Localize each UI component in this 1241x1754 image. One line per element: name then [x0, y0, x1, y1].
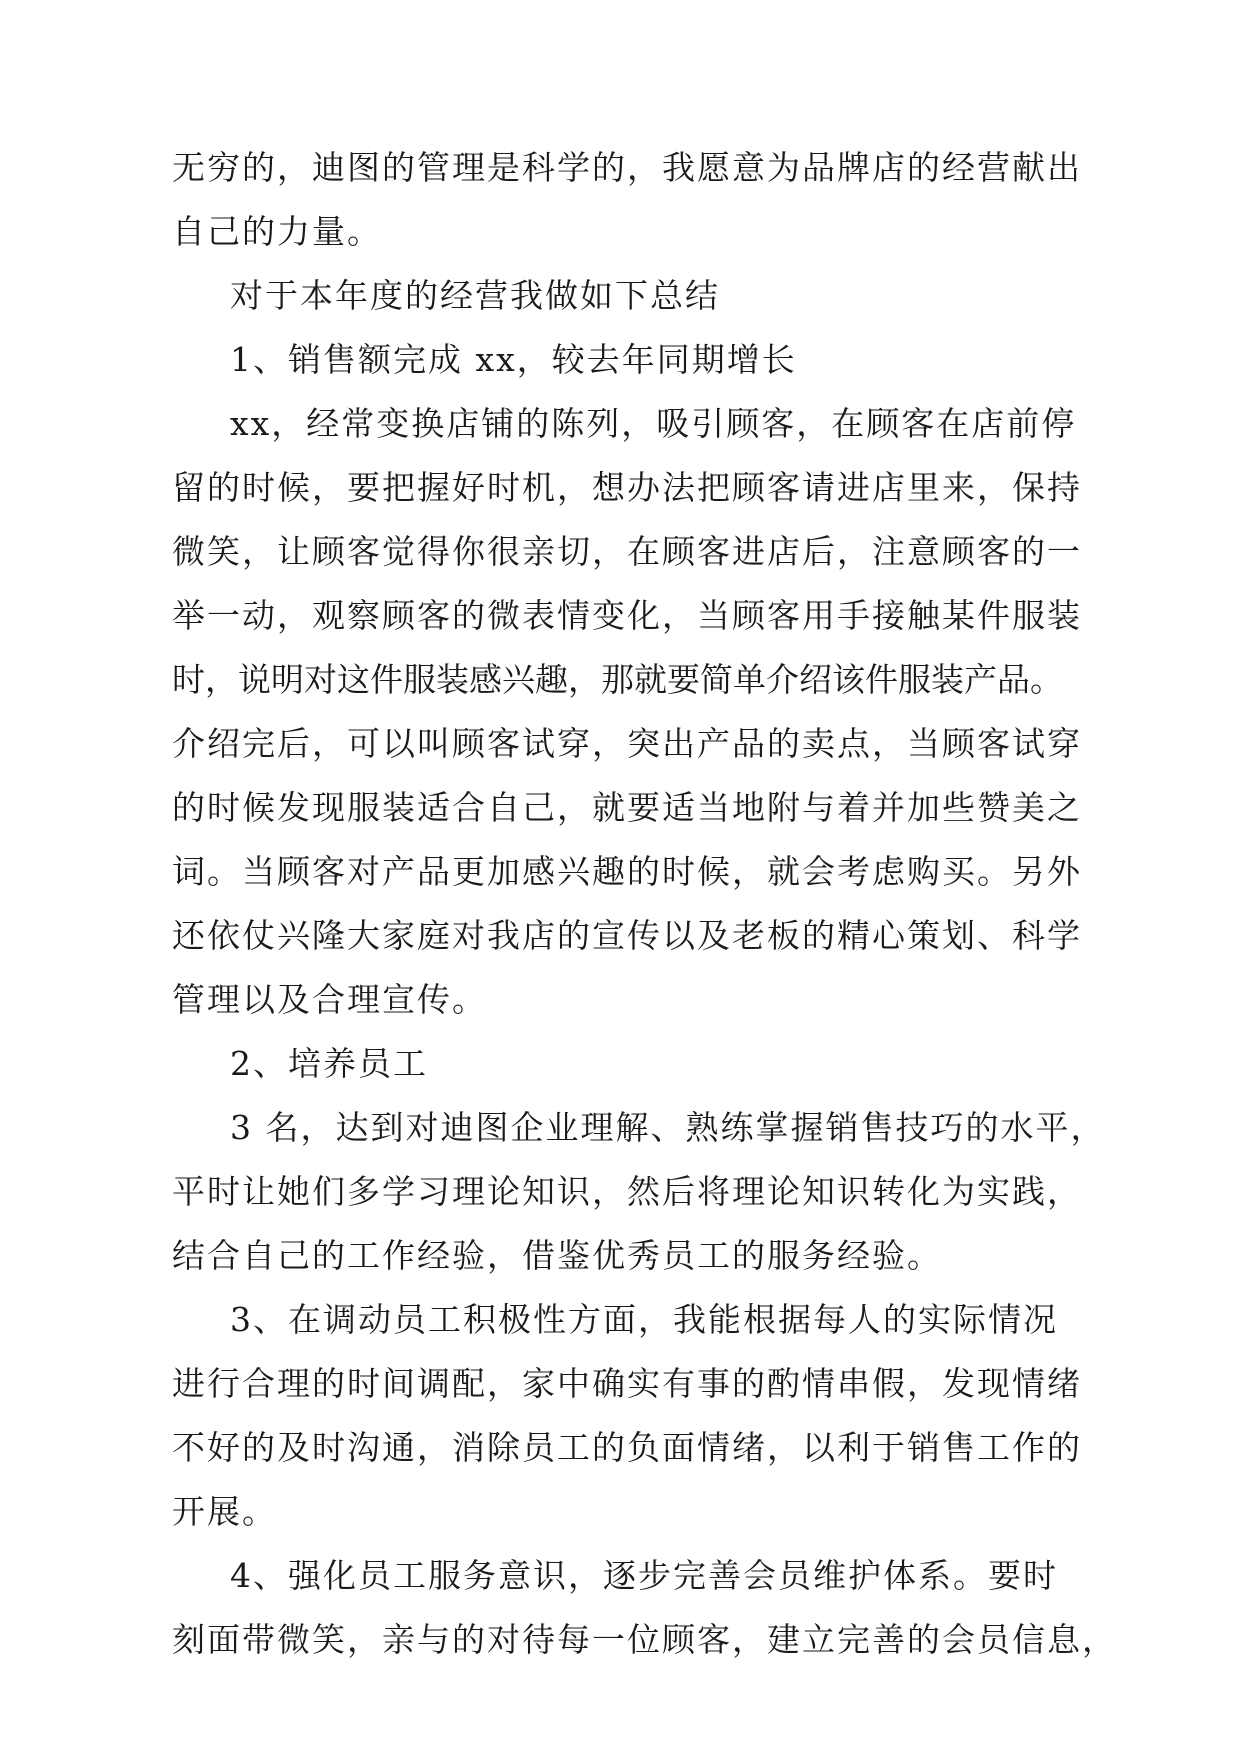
- body-line: 4、强化员工服务意识，逐步完善会员维护体系。要时: [230, 1556, 1058, 1595]
- body-line: 留的时候，要把握好时机，想办法把顾客请进店里来，保持: [172, 468, 1082, 507]
- body-line: 微笑，让顾客觉得你很亲切，在顾客进店后，注意顾客的一: [172, 532, 1082, 571]
- body-line: 的时候发现服装适合自己，就要适当地附与着并加些赞美之: [172, 788, 1082, 827]
- body-line: 进行合理的时间调配，家中确实有事的酌情串假，发现情绪: [172, 1364, 1082, 1403]
- body-line: 刻面带微笑，亲与的对待每一位顾客，建立完善的会员信息，: [172, 1620, 1117, 1659]
- body-line: 无穷的，迪图的管理是科学的，我愿意为品牌店的经营献出: [172, 148, 1082, 187]
- body-line: 词。当顾客对产品更加感兴趣的时候，就会考虑购买。另外: [172, 852, 1082, 891]
- body-line: 举一动，观察顾客的微表情变化，当顾客用手接触某件服装: [172, 596, 1082, 635]
- body-line: 对于本年度的经营我做如下总结: [230, 276, 720, 315]
- body-line: 介绍完后，可以叫顾客试穿，突出产品的卖点，当顾客试穿: [172, 724, 1082, 763]
- body-line: 3、在调动员工积极性方面，我能根据每人的实际情况: [230, 1300, 1058, 1339]
- body-line: 1、销售额完成 xx，较去年同期增长: [230, 340, 797, 379]
- body-line: 自己的力量。: [172, 212, 382, 251]
- body-line: 管理以及合理宣传。: [172, 980, 487, 1019]
- body-line: 2、培养员工: [230, 1044, 428, 1083]
- body-line: 不好的及时沟通，消除员工的负面情绪，以利于销售工作的: [172, 1428, 1082, 1467]
- body-line: 平时让她们多学习理论知识，然后将理论知识转化为实践，: [172, 1172, 1082, 1211]
- body-line: 3 名，达到对迪图企业理解、熟练掌握销售技巧的水平，: [230, 1108, 1106, 1147]
- body-line: 时，说明对这件服装感兴趣，那就要简单介绍该件服装产品。: [172, 660, 1063, 699]
- body-line: xx，经常变换店铺的陈列，吸引顾客，在顾客在店前停: [230, 404, 1077, 443]
- body-line: 结合自己的工作经验，借鉴优秀员工的服务经验。: [172, 1236, 942, 1275]
- body-line: 开展。: [172, 1492, 277, 1531]
- body-line: 还依仗兴隆大家庭对我店的宣传以及老板的精心策划、科学: [172, 916, 1082, 955]
